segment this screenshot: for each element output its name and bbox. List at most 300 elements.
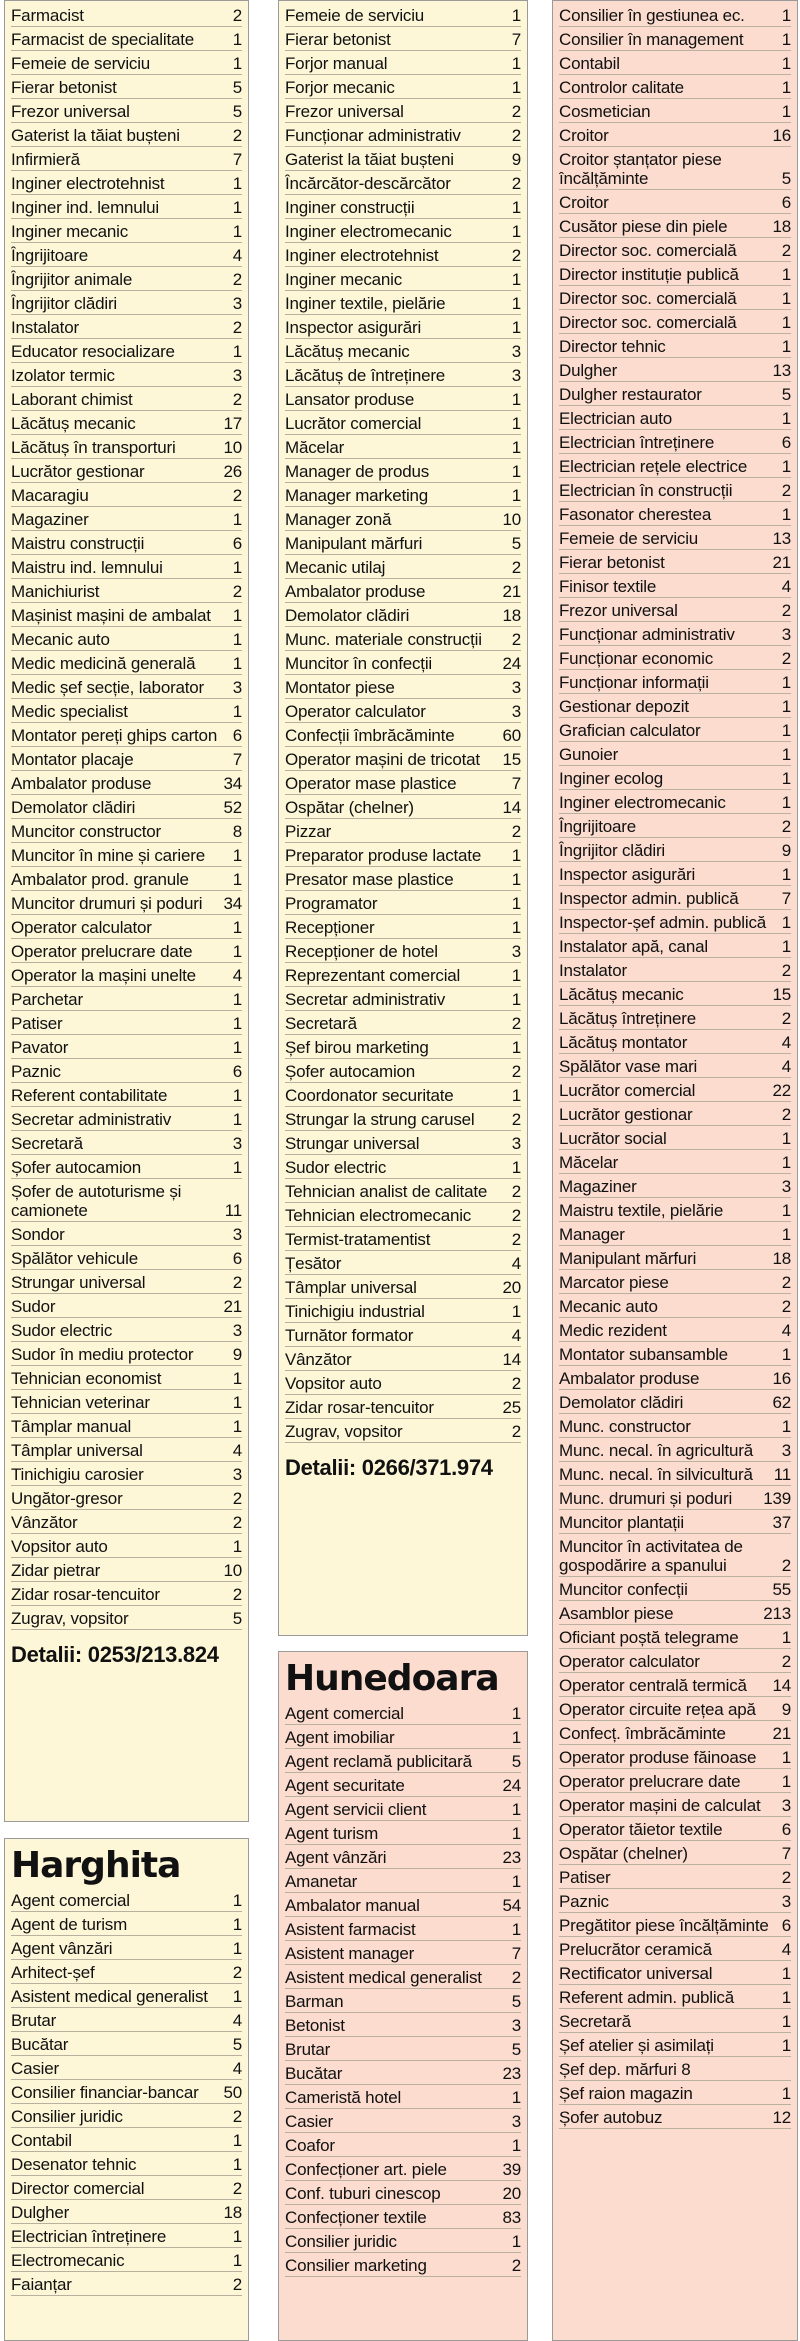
list-item	[11, 507, 242, 531]
job-count: 5	[511, 1752, 521, 1771]
list-item	[559, 1150, 791, 1174]
job-count: 2	[232, 1585, 242, 1604]
list-item	[11, 315, 242, 339]
job-title: Munc. materiale construcții	[285, 630, 482, 649]
job-title: Grafician calculator	[559, 721, 701, 740]
list-item	[11, 411, 242, 435]
county-box-hunedoara	[278, 1651, 528, 2341]
list-item	[11, 1510, 242, 1534]
job-title: Operator mașini de tricotat	[285, 750, 480, 769]
job-count: 1	[232, 342, 242, 361]
list-item	[285, 411, 521, 435]
job-title: Turnător formator	[285, 1326, 414, 1345]
job-title: Lăcătuș mecanic	[559, 985, 684, 1004]
job-title: Tâmplar universal	[285, 1278, 417, 1297]
list-item	[11, 363, 242, 387]
details-phone: Detalii: 0253/213.824	[11, 1642, 219, 1667]
list-item	[285, 1941, 521, 1965]
list-item	[285, 459, 521, 483]
list-item	[559, 1318, 791, 1342]
job-count: 3	[511, 1134, 521, 1153]
job-title: Lucrător social	[559, 1129, 667, 1148]
list-item	[285, 1371, 521, 1395]
list-item	[11, 27, 242, 51]
job-count: 24	[502, 654, 521, 673]
job-count: 2	[781, 1297, 791, 1316]
job-title: Cameristă hotel	[285, 2088, 402, 2107]
list-item	[285, 843, 521, 867]
job-title: Medic șef secție, laborator	[11, 678, 205, 697]
job-count: 39	[502, 2160, 521, 2179]
job-count: 1	[511, 438, 521, 457]
job-count: 14	[502, 1350, 521, 1369]
job-count: 1	[511, 198, 521, 217]
list-item	[285, 795, 521, 819]
list-item	[285, 435, 521, 459]
job-title: Agent vânzări	[285, 1848, 387, 1867]
job-title: Referent contabilitate	[11, 1086, 168, 1105]
job-title: Pizzar	[285, 822, 332, 841]
job-title: Director soc. comercială	[559, 313, 737, 332]
job-title: Recepționer	[285, 918, 375, 937]
job-count: 2	[781, 649, 791, 668]
job-title: Agent imobiliar	[285, 1728, 395, 1747]
job-count: 22	[772, 1081, 791, 1100]
list-item	[285, 1917, 521, 1941]
list-item	[285, 963, 521, 987]
list-item	[11, 1912, 242, 1936]
job-title: Electrician auto	[559, 409, 673, 428]
list-item	[285, 339, 521, 363]
list-item	[559, 147, 791, 190]
job-count: 2	[232, 390, 242, 409]
list-item	[285, 1251, 521, 1275]
job-title: Magaziner	[559, 1177, 637, 1196]
job-count: 15	[502, 750, 521, 769]
job-title: Tâmplar universal	[11, 1441, 143, 1460]
list-item	[559, 3, 791, 27]
job-title: Inginer textile, pielărie	[285, 294, 446, 313]
job-count: 1	[781, 673, 791, 692]
job-count: 1	[511, 1038, 521, 1057]
job-count: 3	[781, 625, 791, 644]
job-title: Oficiant poștă telegrame	[559, 1628, 739, 1647]
job-count: 1	[511, 2088, 521, 2107]
job-title: Tâmplar manual	[11, 1417, 132, 1436]
list-item	[559, 1937, 791, 1961]
list-item	[285, 819, 521, 843]
list-item	[559, 310, 791, 334]
job-title: Manager	[559, 1225, 625, 1244]
job-title: Lăcătuș de întreținere	[285, 366, 446, 385]
job-count: 1	[232, 918, 242, 937]
job-title: Maistru construcții	[11, 534, 145, 553]
job-title: Funcționar economic	[559, 649, 713, 668]
job-count: 9	[511, 150, 521, 169]
job-count: 1	[781, 1201, 791, 1220]
list-item	[11, 1318, 242, 1342]
list-item	[285, 2229, 521, 2253]
list-item	[559, 766, 791, 790]
list-item	[559, 358, 791, 382]
list-item	[11, 1486, 242, 1510]
job-count: 5	[511, 1992, 521, 2011]
job-title: Finisor textile	[559, 577, 657, 596]
job-title: Electrician rețele electrice	[559, 457, 748, 476]
list-item	[559, 1198, 791, 1222]
job-count: 2	[781, 1868, 791, 1887]
county-box-col3	[552, 0, 798, 2341]
job-title: Agent servicii client	[285, 1800, 427, 1819]
job-title: Fierar betonist	[11, 78, 117, 97]
list-item	[11, 1059, 242, 1083]
list-item	[285, 1155, 521, 1179]
job-title: Instalator	[11, 318, 79, 337]
list-item	[559, 1006, 791, 1030]
list-item	[285, 1797, 521, 1821]
job-title: Manichiurist	[11, 582, 100, 601]
job-count: 3	[232, 1225, 242, 1244]
job-count: 3	[781, 1892, 791, 1911]
job-title: Muncitor plantații	[559, 1513, 684, 1532]
job-title: Programator	[285, 894, 378, 913]
job-title: Operator calculator	[559, 1652, 700, 1671]
list-item	[559, 1769, 791, 1793]
job-title: Medic specialist	[11, 702, 128, 721]
list-item	[11, 1131, 242, 1155]
list-item	[285, 1275, 521, 1299]
job-title: Ambalator produse	[285, 582, 426, 601]
list-item	[285, 1131, 521, 1155]
job-title: Inspector asigurări	[285, 318, 422, 337]
list-item	[11, 1342, 242, 1366]
job-title: Încărcător-descărcător	[285, 174, 451, 193]
job-title: Tinichigiu carosier	[11, 1465, 144, 1484]
job-count: 1	[232, 222, 242, 241]
job-count: 7	[511, 30, 521, 49]
job-title: Confecț. îmbrăcăminte	[559, 1724, 726, 1743]
job-title: Operator prelucrare date	[559, 1772, 741, 1791]
list-item	[559, 2105, 791, 2129]
job-count: 1	[232, 198, 242, 217]
job-count: 1	[232, 606, 242, 625]
job-title: Strungar la strung carusel	[285, 1110, 475, 1129]
job-title: Inginer electrotehnist	[285, 246, 439, 265]
job-count: 2	[781, 1105, 791, 1124]
list-item	[559, 790, 791, 814]
job-count: 4	[781, 1033, 791, 1052]
list-item	[285, 315, 521, 339]
job-title: Secretară	[11, 1134, 83, 1153]
job-title: Gaterist la tăiat bușteni	[11, 126, 180, 145]
job-title: Funcționar informații	[559, 673, 709, 692]
list-item	[559, 1985, 791, 2009]
list-item	[11, 171, 242, 195]
county-box-col1	[4, 0, 249, 1822]
list-item	[559, 262, 791, 286]
job-title: Coafor	[285, 2136, 335, 2155]
job-count: 21	[772, 553, 791, 572]
job-count: 7	[511, 774, 521, 793]
list-item	[559, 622, 791, 646]
job-count: 1	[232, 942, 242, 961]
list-item	[559, 382, 791, 406]
job-title: Demolator clădiri	[559, 1393, 684, 1412]
job-count: 3	[511, 2016, 521, 2035]
job-count: 3	[232, 678, 242, 697]
list-item	[11, 99, 242, 123]
job-title: Șef raion magazin	[559, 2084, 693, 2103]
list-item	[559, 1601, 791, 1625]
job-title: Șofer autocamion	[285, 1062, 416, 1081]
job-count: 2	[511, 174, 521, 193]
list-item	[11, 627, 242, 651]
list-item	[559, 454, 791, 478]
job-count: 1	[511, 78, 521, 97]
job-title: Frezor universal	[285, 102, 404, 121]
list-item	[11, 195, 242, 219]
job-count: 16	[772, 126, 791, 145]
list-item	[559, 910, 791, 934]
list-item	[11, 291, 242, 315]
list-item	[559, 1366, 791, 1390]
job-title: Muncitor confecții	[559, 1580, 688, 1599]
job-count: 10	[223, 438, 242, 457]
job-title: Brutar	[11, 2011, 57, 2030]
job-count: 2	[232, 318, 242, 337]
list-item	[559, 838, 791, 862]
list-item	[559, 1126, 791, 1150]
job-title: Patiser	[559, 1868, 611, 1887]
job-count: 1	[232, 1915, 242, 1934]
job-title: Inginer construcții	[285, 198, 415, 217]
job-title: Desenator tehnic	[11, 2155, 137, 2174]
job-count: 1	[511, 990, 521, 1009]
job-count: 20	[502, 2184, 521, 2203]
job-title: Munc. necal. în silvicultură	[559, 1465, 753, 1484]
job-count: 1	[232, 1891, 242, 1910]
list-item	[285, 1107, 521, 1131]
list-item	[559, 742, 791, 766]
job-count: 1	[232, 870, 242, 889]
job-count: 1	[511, 270, 521, 289]
job-title: Barman	[285, 1992, 344, 2011]
list-item	[559, 1246, 791, 1270]
list-item	[11, 1107, 242, 1131]
job-title: Șef atelier și asimilați	[559, 2036, 714, 2055]
list-item	[285, 531, 521, 555]
job-count: 55	[772, 1580, 791, 1599]
job-count: 37	[772, 1513, 791, 1532]
list-item	[11, 1936, 242, 1960]
job-title: Croitor	[559, 193, 609, 212]
job-count: 3	[781, 1441, 791, 1460]
job-title: Inspector asigurări	[559, 865, 696, 884]
job-title: Muncitor în mine și cariere	[11, 846, 205, 865]
job-count: 18	[772, 1249, 791, 1268]
job-count: 1	[511, 462, 521, 481]
list-item	[285, 2181, 521, 2205]
job-count: 1	[781, 721, 791, 740]
job-title: Rectificator universal	[559, 1964, 713, 1983]
job-count: 1	[232, 630, 242, 649]
job-count: 1	[511, 6, 521, 25]
list-item	[285, 3, 521, 27]
job-title: Muncitor în confecții	[285, 654, 432, 673]
list-item	[11, 2128, 242, 2152]
job-count: 1	[781, 313, 791, 332]
job-count: 2	[511, 558, 521, 577]
list-item	[285, 2133, 521, 2157]
job-title: Dulgher restaurator	[559, 385, 702, 404]
list-item	[285, 2013, 521, 2037]
job-title: Betonist	[285, 2016, 345, 2035]
job-title: Demolator clădiri	[285, 606, 410, 625]
job-count: 9	[232, 1345, 242, 1364]
list-item	[285, 2037, 521, 2061]
job-count: 4	[232, 2011, 242, 2030]
job-title: Agent de turism	[11, 1915, 128, 1934]
list-item	[11, 1155, 242, 1179]
job-count: 1	[511, 846, 521, 865]
list-item	[559, 550, 791, 574]
job-title: Operator mase plastice	[285, 774, 457, 793]
job-count: 6	[781, 433, 791, 452]
job-title: Îngrijitor animale	[11, 270, 133, 289]
job-count: 1	[781, 337, 791, 356]
job-count: 1	[232, 1014, 242, 1033]
job-count: 1	[781, 457, 791, 476]
list-item	[285, 147, 521, 171]
list-item	[285, 1773, 521, 1797]
job-count: 1	[511, 2232, 521, 2251]
job-title: Pavator	[11, 1038, 69, 1057]
job-title: Frezor universal	[559, 601, 678, 620]
job-count: 2	[232, 1273, 242, 1292]
job-title: Mașinist mașini de ambalat	[11, 606, 211, 625]
job-count: 21	[772, 1724, 791, 1743]
list-item	[11, 2080, 242, 2104]
job-count: 18	[502, 606, 521, 625]
list-item	[11, 51, 242, 75]
job-count: 4	[232, 246, 242, 265]
list-item	[11, 1222, 242, 1246]
job-title: Agent vânzări	[11, 1939, 113, 1958]
list-item	[559, 598, 791, 622]
list-item	[285, 987, 521, 1011]
job-list	[285, 3, 521, 1443]
job-count: 2	[781, 961, 791, 980]
list-item	[11, 1582, 242, 1606]
list-item	[11, 219, 242, 243]
job-count: 18	[223, 2203, 242, 2222]
job-count: 3	[511, 678, 521, 697]
list-item	[285, 1989, 521, 2013]
list-item	[11, 915, 242, 939]
job-title: Croitor	[559, 126, 609, 145]
job-title: Șofer autocamion	[11, 1158, 142, 1177]
list-item	[285, 1227, 521, 1251]
job-title: Infirmieră	[11, 150, 80, 169]
job-title: Dulgher	[11, 2203, 70, 2222]
job-count: 10	[502, 510, 521, 529]
list-item	[559, 1078, 791, 1102]
job-count: 6	[232, 534, 242, 553]
list-item	[559, 1673, 791, 1697]
list-item	[285, 1725, 521, 1749]
list-item	[11, 1888, 242, 1912]
list-item	[285, 171, 521, 195]
list-item	[11, 963, 242, 987]
job-title: Spălător vehicule	[11, 1249, 139, 1268]
job-count: 2	[781, 1556, 791, 1575]
job-title: Medic rezident	[559, 1321, 667, 1340]
job-title: Tehnician economist	[11, 1369, 162, 1388]
job-count: 1	[232, 2155, 242, 2174]
list-item	[285, 291, 521, 315]
job-title: Pregătitor piese încălțăminte	[559, 1916, 769, 1935]
list-item	[285, 651, 521, 675]
job-count: 1	[781, 913, 791, 932]
list-item	[559, 670, 791, 694]
job-count: 21	[223, 1297, 242, 1316]
list-item	[559, 1745, 791, 1769]
job-count: 3	[232, 294, 242, 313]
job-title: Zidar pietrar	[11, 1561, 101, 1580]
job-count: 3	[781, 1796, 791, 1815]
list-item	[285, 555, 521, 579]
job-title: Preparator produse lactate	[285, 846, 482, 865]
job-title: Farmacist de specialitate	[11, 30, 195, 49]
job-title: Operator produse făinoase	[559, 1748, 757, 1767]
job-count: 2	[511, 822, 521, 841]
list-item	[559, 1721, 791, 1745]
job-title: Montator pereți ghips carton	[11, 726, 218, 745]
job-count: 26	[223, 462, 242, 481]
list-item	[559, 574, 791, 598]
job-title: Operator tăietor textile	[559, 1820, 723, 1839]
list-item	[11, 1366, 242, 1390]
job-count: 2	[232, 270, 242, 289]
list-item	[559, 1174, 791, 1198]
job-count: 2	[781, 481, 791, 500]
list-item	[11, 1246, 242, 1270]
job-title: Ungător-gresor	[11, 1489, 123, 1508]
job-title: Șofer autobuz	[559, 2108, 663, 2127]
job-count: 5	[511, 2040, 521, 2059]
job-title: Fierar betonist	[559, 553, 665, 572]
job-count: 9	[781, 1700, 791, 1719]
job-count: 7	[511, 1944, 521, 1963]
job-count: 10	[223, 1561, 242, 1580]
list-item	[559, 1342, 791, 1366]
list-item	[11, 555, 242, 579]
job-title: Agent turism	[285, 1824, 379, 1843]
job-count: 3	[232, 366, 242, 385]
job-title: Funcționar administrativ	[559, 625, 735, 644]
job-count: 2	[511, 1968, 521, 1987]
job-title: Asistent medical generalist	[11, 1987, 208, 2006]
job-count: 6	[781, 193, 791, 212]
job-title: Secretară	[285, 1014, 357, 1033]
job-count: 17	[223, 414, 242, 433]
job-count: 2	[232, 2275, 242, 2294]
job-count: 1	[781, 1129, 791, 1148]
job-count: 5	[232, 102, 242, 121]
list-item	[559, 1510, 791, 1534]
job-count: 2	[511, 126, 521, 145]
list-item	[285, 1893, 521, 1917]
